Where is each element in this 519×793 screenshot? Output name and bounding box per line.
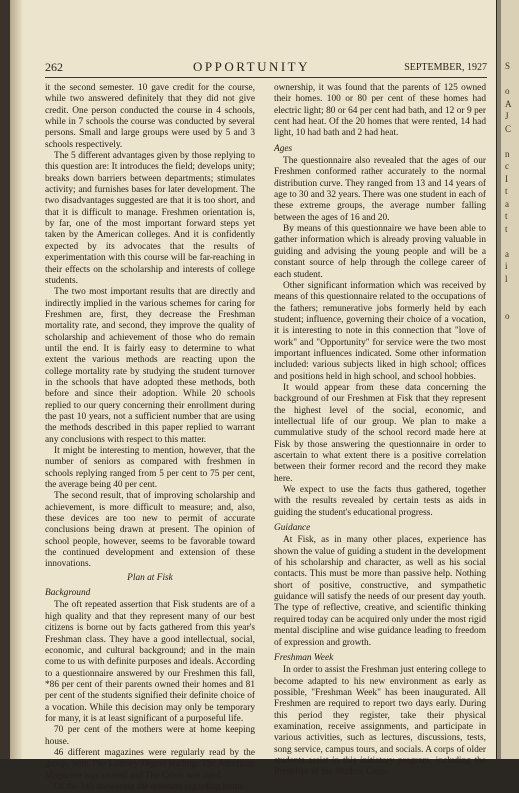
edge-letter: a bbox=[505, 248, 509, 259]
edge-letter: o bbox=[505, 86, 510, 96]
section-heading: Guidance bbox=[274, 523, 311, 534]
running-header bbox=[45, 59, 487, 75]
page-number: 262 bbox=[45, 60, 63, 74]
paragraph: Other significant information which was received by means of this questionnaire related to the occupations of the fathers; remunerative jobs formerly held by each student; influence, governing their choice of a vocation, it is interesting to note in this connection that "love of work" and "Opportunity" for service were the two most important influences indicated. Some other information included: various subjects liked in high school; offices and positions held in high school, and school hobbies. bbox=[274, 280, 486, 382]
paragraph: It would appear from these data concerning the background of our Freshmen at Fisk that they represent the highest level of the social, economic, and intellectual life of our group. We plan to make a cummulative study of the school record made here at Fisk by those answering the questionnaire in order to ascertain to what extent there is a positive correlation between their former record and the record they make here. bbox=[274, 382, 486, 484]
edge-letter: t bbox=[505, 223, 508, 234]
paragraph: The 5 different advantages given by those replying to this question are: It introduces the field; develops unity; breaks down barriers between departments; stimulates activity; and furnishes bases for later development. The two disadvantages suggested are that it is too short, and that it is difficult to manage. Freshmen orientation is, by far, one of the most important forward steps yet taken by the American colleges. And it is confidently expected by its advocates that the results of experimentation with this course will be far-reaching in their effects on the scholarship and interests of college students. bbox=[45, 151, 255, 286]
paragraph: The two most important results that are directly and indirectly implied in the various schemes for caring for Freshmen are, first, they decrease the Freshman mortality rate, and second, they improve the quality of scholarship and achievement of those who do remain until the end. It is fairly easy to determine to what extent the various methods are reacting upon the college mortality rate by studying the student turnover in the schools that have adopted these methods, both before and since their adoption. While 20 schools replied to our query concerning their enrollment during the past 10 years, not a sufficient number that are using the methods described in this paper replied to warrant any conclusions with respect to this matter. bbox=[45, 287, 255, 445]
paragraph: Of the 145 answering the question regarding home bbox=[54, 781, 244, 792]
adjacent-page-letters bbox=[505, 60, 517, 323]
edge-letter: i bbox=[505, 261, 508, 271]
edge-letter: o bbox=[505, 311, 510, 321]
edge-letter: t bbox=[505, 186, 508, 196]
edge-letter: I bbox=[505, 173, 508, 184]
page-edge-shadow bbox=[497, 0, 501, 759]
paragraph: The oft repeated assertion that Fisk students are of a high quality and that they represent many of our best citizens is borne out by facts gathered from this year's Freshman class. They have a good intellectual, social, economic, and cultural background; and in the main come to us with definite purposes and ideals. According to a questionnaire answered by our Freshmen this fall, *86 per cent of their parents owned their homes and 81 per cent of the students signified their definite choice of a vocation. While this decision may only be temporary for many, it is at least significant of a purposeful life. bbox=[45, 600, 255, 724]
edge-letter bbox=[505, 135, 517, 148]
edge-letter: C bbox=[505, 123, 512, 134]
paragraph: 70 per cent of the mothers were at home keeping house. bbox=[45, 725, 255, 747]
edge-letter bbox=[505, 73, 517, 86]
edge-letter: J bbox=[505, 111, 509, 121]
paragraph: At Fisk, as in many other places, experience has shown the value of guiding a student in the development of his scholarship and character, as well as his social contacts. This must be more than passive help. Nothing short of positive, constructive, and sympathetic guidance will satisfy the needs of our present day youth. The type of reflective, creative, and scientific thinking required today can be acquired only under the most rigid mental discipline and wise guidance leading to freedom of expression and growth. bbox=[274, 535, 486, 648]
edge-letter: t bbox=[505, 211, 508, 221]
edge-letter: n bbox=[505, 148, 510, 159]
section-heading: Freshman Week bbox=[274, 652, 334, 663]
section-heading: Ages bbox=[274, 143, 293, 154]
edge-letter: A bbox=[505, 98, 512, 109]
paragraph: The second result, that of improving scholarship and achievement, is more difficult to measure; and, also, these devices are too new to permit of accurate conclusions being drawn at present. The opinion of school people, however, seems to be favorable toward the continued development and extension of these innovations. bbox=[45, 491, 255, 570]
edge-letter bbox=[505, 285, 517, 298]
magazine-title: OPPORTUNITY bbox=[193, 59, 311, 74]
right-column bbox=[274, 83, 486, 779]
paragraph: ownership, it was found that the parents of 125 owned their homes. 100 or 80 per cent of these homes had electric light; 80 or 64 per cent had bath, and 12 or 9 per cent had heat. Of the 20 homes that were rented, 14 had light, 10 had bath and 2 had heat. bbox=[274, 83, 486, 139]
gutter-shade bbox=[10, 0, 22, 759]
paragraph: it the second semester. 10 gave credit for the course, while two answered definitely that they did not give credit. One person conducted the course in 4 schools, while in 7 schools the course was conducted by several persons. Small and large groups were used by 5 and 3 schools respectively. bbox=[45, 83, 255, 150]
magazine-page bbox=[10, 0, 496, 792]
adjacent-page-edge bbox=[497, 0, 519, 759]
paragraph: The questionnaire also revealed that the ages of our Freshmen conformed rather accurately to the normal distribution curve. They ranged from 13 and 14 years of age to 30 and 32 years. There was one student in each of these extreme groups, the average number falling between the ages of 16 and 20. bbox=[274, 156, 486, 223]
edge-letter: c bbox=[505, 161, 509, 171]
paragraph: 46 different magazines were regularly read by the group, with The Literary Digest leading. The American Magazine was second and The Crisis was third. bbox=[45, 747, 255, 781]
paragraph: We expect to use the facts thus gathered, together with the results revealed by certain tests as aids in guiding the student's educational progress. bbox=[274, 485, 486, 518]
issue-date: SEPTEMBER, 1927 bbox=[404, 62, 487, 73]
section-heading: Background bbox=[45, 588, 91, 599]
left-column bbox=[45, 83, 255, 793]
edge-letter bbox=[505, 298, 517, 311]
header-rule bbox=[45, 77, 487, 78]
edge-letter: a bbox=[505, 198, 509, 209]
paragraph: It might be interesting to mention, however, that the number of seniors as compared with freshmen in schools replying ranged from 5 per cent to 75 per cent, the average being 40 per cent. bbox=[45, 446, 255, 491]
paragraph: In order to assist the Freshman just entering college to become adapted to his new environment as early as possible, "Freshman Week" has been inaugurated. All Freshmen are required to report two days early. During this period they register, take their physical examination, receive assignments, and participate in various activities, such as lectures, discussions, tests, song service, campus tours, and socials. A corps of older students assist in this initiatory program, including the President of the Student Coun- bbox=[274, 665, 486, 778]
edge-letter: l bbox=[505, 273, 508, 284]
binding-shadow bbox=[0, 0, 10, 759]
edge-letter: S bbox=[505, 61, 511, 71]
paragraph: By means of this questionnaire we have been able to gather information which is already proving valuable in guiding and advising the young people and will be a constant source of help through the college career of each student. bbox=[274, 224, 486, 280]
edge-letter bbox=[505, 235, 517, 248]
section-subtitle: Plan at Fisk bbox=[127, 572, 173, 583]
